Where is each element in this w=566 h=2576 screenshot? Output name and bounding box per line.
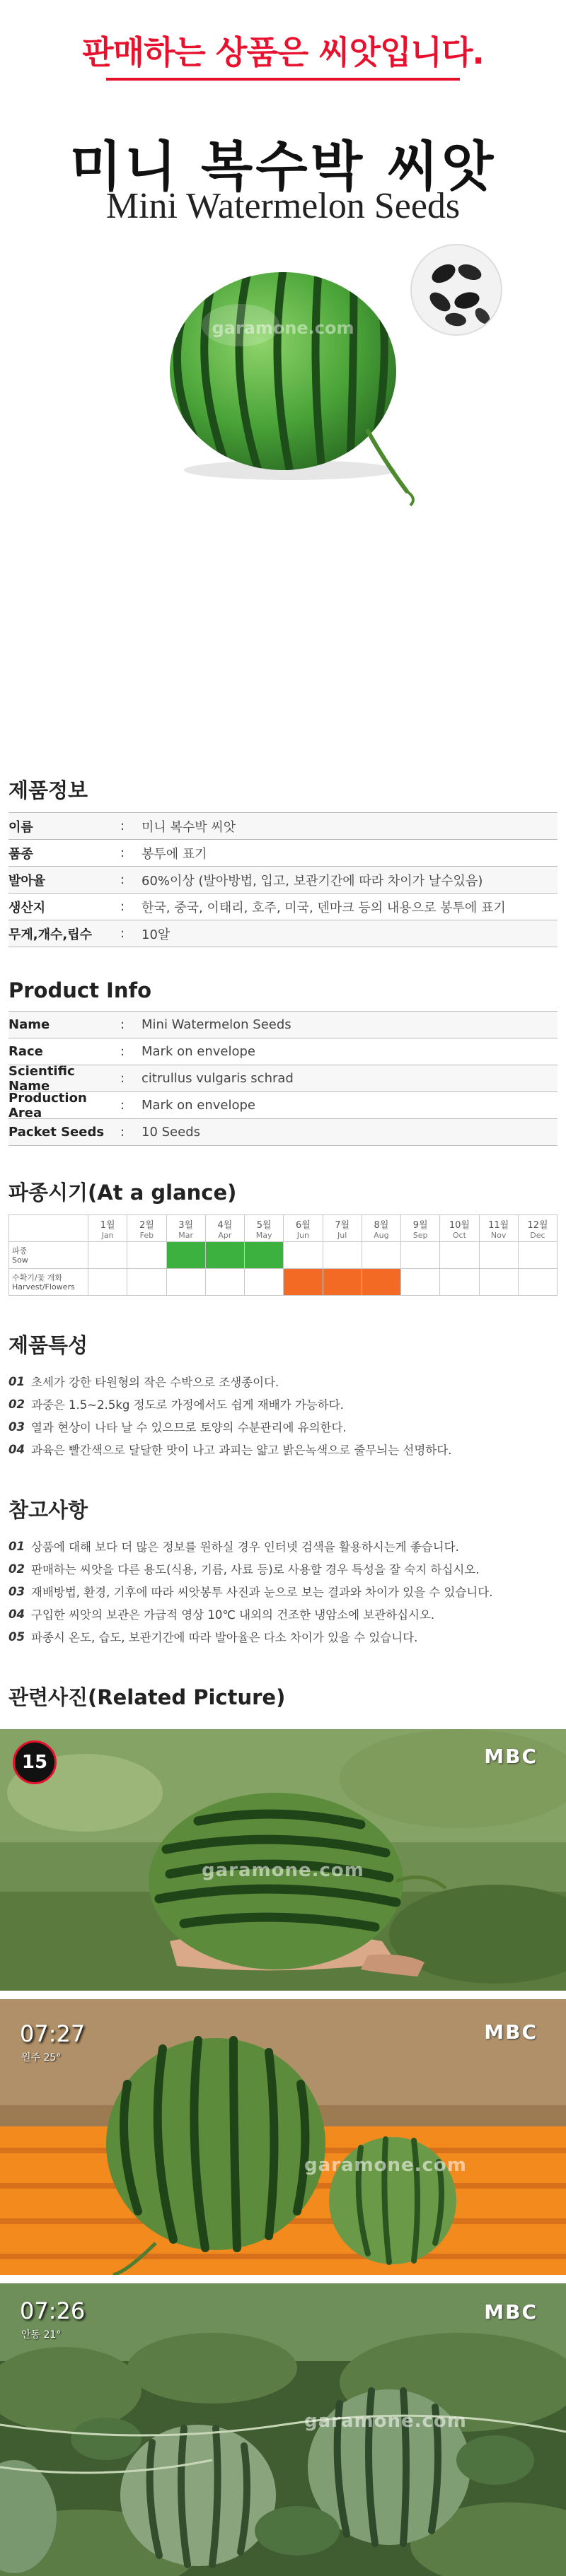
notes-list (8, 1532, 558, 1648)
broadcast-time: 07:27 (20, 2020, 86, 2047)
item-text: 과육은 빨간색으로 달달한 맛이 나고 과피는 얇고 밝은녹색으로 줄무늬는 선명하다. (31, 1444, 452, 1457)
section-title: Product Info (8, 978, 152, 1002)
row-key: 발아율 (8, 873, 46, 889)
month-header (518, 1215, 557, 1242)
list-item (8, 1603, 558, 1625)
list-item (8, 1415, 558, 1438)
list-item (8, 1557, 558, 1580)
related-photo-1 (0, 1729, 566, 1991)
sow-cell (205, 1242, 244, 1269)
month-header (362, 1215, 400, 1242)
month-number: 7월 (335, 1219, 350, 1231)
harvest-cell (323, 1269, 362, 1296)
month-number: 11월 (488, 1219, 509, 1231)
sow-cell (518, 1242, 557, 1269)
vine-scene-image (0, 2283, 566, 2576)
row-key: Packet Seeds (8, 1125, 105, 1140)
row-key: 품종 (8, 846, 33, 862)
table-row (8, 1012, 558, 1038)
row-value: citrullus vulgaris schrad (142, 1071, 294, 1086)
product-banner (0, 0, 566, 771)
row-value: 미니 복수박 씨앗 (142, 819, 236, 835)
item-text: 열과 현상이 나타 날 수 있으므로 토양의 수분관리에 유의한다. (31, 1421, 347, 1434)
sow-cell (401, 1242, 440, 1269)
month-name: Jun (296, 1230, 309, 1240)
item-number: 03 (8, 1584, 25, 1598)
row-value: 10 Seeds (142, 1125, 201, 1140)
harvest-cell (284, 1269, 323, 1296)
calendar-harvest-row (9, 1269, 558, 1296)
related-photo-2 (0, 1999, 566, 2275)
harvest-label (9, 1269, 88, 1296)
seed-notice: 판매하는 상품은 씨앗입니다. (82, 33, 484, 71)
row-value: 한국, 중국, 이태리, 호주, 미국, 덴마크 등의 내용으로 봉투에 표기 (142, 900, 506, 915)
row-key: 생산지 (8, 900, 46, 915)
section-title: 관련사진(Related Picture) (8, 1685, 286, 1709)
item-number: 04 (8, 1442, 25, 1456)
month-name: Apr (218, 1230, 232, 1240)
sow-cell (166, 1242, 205, 1269)
month-number: 8월 (374, 1219, 389, 1231)
harvest-label-en: Harvest/Flowers (12, 1282, 75, 1292)
month-number: 10월 (449, 1219, 470, 1231)
month-name: Aug (374, 1230, 389, 1240)
list-item (8, 1438, 558, 1460)
broadcast-temp: 원주 25° (21, 2052, 62, 2063)
sow-cell (323, 1242, 362, 1269)
item-number: 03 (8, 1419, 25, 1434)
row-value: Mini Watermelon Seeds (142, 1017, 291, 1032)
month-header (401, 1215, 440, 1242)
row-key: 무게,개수,립수 (8, 927, 93, 942)
month-number: 6월 (295, 1219, 311, 1231)
month-header (88, 1215, 127, 1242)
row-separator: : (120, 845, 125, 860)
sow-label-ko: 파종 (12, 1246, 28, 1255)
harvest-cell (362, 1269, 400, 1296)
photo-watermark: garamone.com (304, 2155, 467, 2176)
month-number: 2월 (139, 1219, 154, 1231)
related-pictures (0, 1678, 566, 1719)
section-title: 파종시기(At a glance) (8, 1181, 237, 1205)
broadcast-time: 07:26 (20, 2297, 86, 2324)
month-number: 12월 (527, 1219, 548, 1231)
item-number: 01 (8, 1539, 25, 1553)
month-number: 4월 (217, 1219, 233, 1231)
list-item (8, 1535, 558, 1557)
row-value: 10알 (142, 927, 171, 942)
calendar-corner (9, 1215, 88, 1242)
month-name: Mar (178, 1230, 193, 1240)
row-key: 이름 (8, 819, 33, 835)
row-separator: : (120, 926, 125, 941)
harvest-cell (401, 1269, 440, 1296)
table-row (8, 840, 558, 867)
section-title: 제품정보 (8, 778, 88, 802)
related-photo-3 (0, 2283, 566, 2576)
table-row (8, 813, 558, 840)
row-value: 봉투에 표기 (142, 846, 207, 862)
broadcast-badge: 15 (13, 1740, 57, 1784)
row-value: 60%이상 (발아방법, 입고, 보관기간에 따라 차이가 날수있음) (142, 873, 483, 889)
product-info-ko (0, 771, 566, 947)
row-separator: : (120, 1044, 125, 1059)
month-header (205, 1215, 244, 1242)
row-key: Race (8, 1044, 43, 1059)
product-features (0, 1325, 566, 1460)
list-item (8, 1370, 558, 1393)
table-row (8, 1092, 558, 1119)
photo-watermark: garamone.com (304, 2411, 467, 2432)
calendar-sow-row (9, 1242, 558, 1269)
product-info-en (0, 974, 566, 1146)
table-row (8, 1065, 558, 1092)
month-header (284, 1215, 323, 1242)
row-separator: : (120, 872, 125, 887)
harvest-cell (166, 1269, 205, 1296)
sow-cell (88, 1242, 127, 1269)
table-row (8, 920, 558, 947)
item-text: 파종시 온도, 습도, 보관기간에 따라 발아율은 다소 차이가 있을 수 있습니다. (31, 1631, 418, 1644)
harvest-cell (479, 1269, 518, 1296)
row-value: Mark on envelope (142, 1098, 255, 1113)
calendar-table (8, 1214, 558, 1296)
sowing-calendar (0, 1173, 566, 1296)
broadcaster-logo: MBC (484, 2020, 538, 2044)
hero-watermark: garamone.com (212, 318, 354, 338)
month-name: Nov (490, 1230, 507, 1240)
month-header (127, 1215, 166, 1242)
row-value: Mark on envelope (142, 1044, 255, 1059)
month-name: Sep (412, 1230, 428, 1240)
row-separator: : (120, 1071, 125, 1086)
month-name: Jan (101, 1230, 114, 1240)
broadcaster-logo: MBC (484, 2300, 538, 2324)
item-text: 구입한 씨앗의 보관은 가급적 영상 10℃ 내외의 건조한 냉암소에 보관하십시오. (31, 1608, 435, 1622)
reference-notes (0, 1490, 566, 1648)
sow-cell (284, 1242, 323, 1269)
broadcaster-logo: MBC (484, 1745, 538, 1768)
item-text: 상품에 대해 보다 더 많은 정보를 원하실 경우 인터넷 검색을 활용하시는게 좋습니다. (31, 1540, 459, 1554)
month-number: 1월 (100, 1219, 115, 1231)
sow-cell (479, 1242, 518, 1269)
harvest-cell (518, 1269, 557, 1296)
photo-watermark: garamone.com (202, 1860, 364, 1881)
item-number: 04 (8, 1607, 25, 1621)
month-name: Feb (139, 1230, 154, 1240)
list-item (8, 1393, 558, 1415)
item-text: 재배방법, 환경, 기후에 따라 씨앗봉투 사진과 눈으로 보는 결과와 차이가 있을 수 있습니다. (31, 1586, 493, 1599)
month-number: 9월 (412, 1219, 428, 1231)
calendar-header-row (9, 1215, 558, 1242)
row-separator: : (120, 1125, 125, 1140)
table-row (8, 867, 558, 894)
list-item (8, 1580, 558, 1603)
info-table (8, 1011, 558, 1146)
sow-cell (127, 1242, 166, 1269)
sow-cell (245, 1242, 284, 1269)
section-title: 참고사항 (8, 1498, 88, 1522)
row-separator: : (120, 1098, 125, 1113)
month-name: Oct (452, 1230, 466, 1240)
harvest-cell (440, 1269, 479, 1296)
notice-underline (106, 78, 460, 81)
row-separator: : (120, 1017, 125, 1032)
harvest-cell (205, 1269, 244, 1296)
sow-label (9, 1242, 88, 1269)
section-title: 제품특성 (8, 1333, 88, 1357)
row-key: Scientific Name (8, 1063, 75, 1094)
month-header (245, 1215, 284, 1242)
table-row (8, 1038, 558, 1065)
month-name: Dec (530, 1230, 545, 1240)
sow-cell (440, 1242, 479, 1269)
item-text: 초세가 강한 타원형의 작은 수박으로 조생종이다. (31, 1376, 279, 1389)
broadcast-temp: 안동 21° (21, 2329, 62, 2341)
harvest-cell (127, 1269, 166, 1296)
month-header (440, 1215, 479, 1242)
list-item (8, 1625, 558, 1648)
month-header (166, 1215, 205, 1242)
item-number: 02 (8, 1562, 25, 1576)
month-header (323, 1215, 362, 1242)
table-row (8, 894, 558, 920)
harvest-label-ko: 수확기/꽃 개화 (12, 1272, 62, 1282)
sow-label-en: Sow (12, 1255, 28, 1265)
month-header (479, 1215, 518, 1242)
item-text: 과중은 1.5~2.5kg 정도로 가정에서도 쉽게 재배가 가능하다. (31, 1398, 344, 1412)
item-number: 05 (8, 1629, 25, 1644)
harvest-cell (245, 1269, 284, 1296)
row-key: Name (8, 1017, 50, 1032)
table-row (8, 1119, 558, 1146)
product-title-en: Mini Watermelon Seeds (105, 186, 461, 226)
month-name: May (255, 1230, 272, 1240)
info-table (8, 812, 558, 947)
product-title-ko: 미니 복수박 씨앗 (69, 135, 497, 198)
month-name: Jul (337, 1230, 347, 1240)
item-number: 01 (8, 1374, 25, 1388)
month-number: 3월 (178, 1219, 194, 1231)
row-separator: : (120, 819, 125, 833)
month-number: 5월 (256, 1219, 272, 1231)
row-separator: : (120, 899, 125, 914)
item-number: 02 (8, 1397, 25, 1411)
harvest-cell (88, 1269, 127, 1296)
item-text: 판매하는 씨앗을 다른 용도(식용, 기름, 사료 등)로 사용할 경우 특성을 잘 숙지 하십시오. (31, 1563, 480, 1576)
seed-closeup-image (410, 244, 502, 336)
feature-list (8, 1367, 558, 1460)
row-key: Production Area (8, 1090, 87, 1120)
sow-cell (362, 1242, 400, 1269)
